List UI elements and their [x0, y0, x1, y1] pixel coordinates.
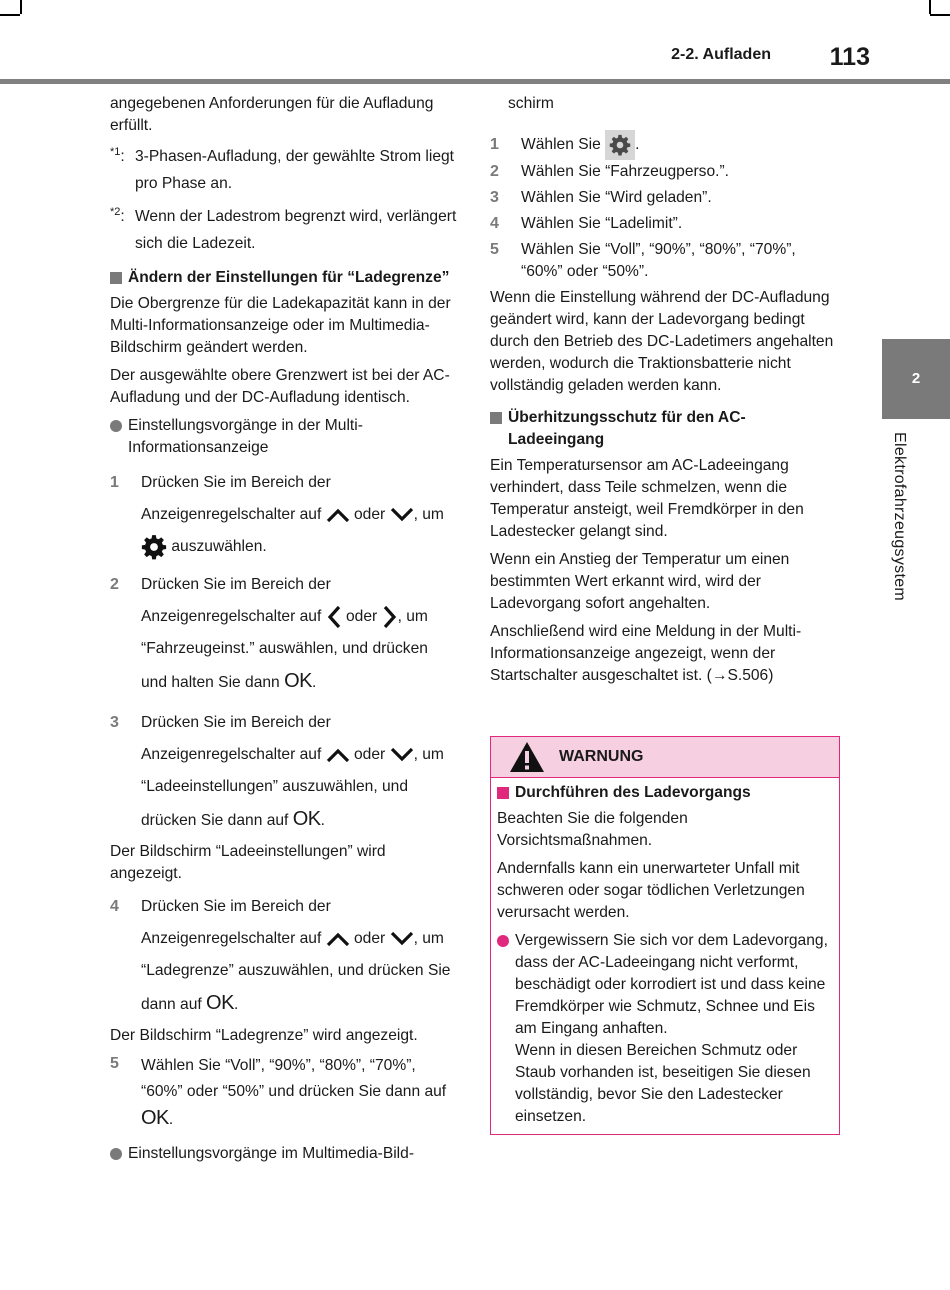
- chevron-down-icon: [390, 507, 414, 523]
- section-heading: Überhitzungsschutz für den AC-Ladeeingang: [490, 407, 840, 451]
- gear-icon: [141, 534, 167, 560]
- step-item: 3 Drücken Sie im Bereich der Anzeigenregelschalter auf oder , um “Ladeeinstellungen” auszuwählen, und drücken Sie dann auf OK.: [110, 714, 444, 830]
- warning-box: [490, 736, 840, 1135]
- footnote: $^{*2}$: Wenn der Ladestrom begrenzt wird, verlängert sich die Ladezeit.: [110, 205, 457, 252]
- chapter-label: Elektrofahrzeugsystem: [891, 432, 908, 602]
- warning-heading: Durchführen des Ladevorgangs: [497, 782, 833, 804]
- bullet-item: Einstellungsvorgänge im Multimedia-Bild-: [110, 1143, 458, 1165]
- bullet-item: Einstellungsvorgänge in der Multi-Informationsanzeige: [110, 415, 458, 459]
- paragraph: Wenn ein Anstieg der Temperatur um einen bestimmten Wert erkannt wird, wird der Ladevorgang sofort angehalten.: [490, 551, 790, 612]
- ok-button-icon: OK: [206, 992, 234, 1014]
- square-bullet-icon: [490, 412, 502, 424]
- step-item: 1 Wählen Sie .: [490, 129, 840, 161]
- chevron-down-icon: [390, 931, 414, 947]
- continued-text: schirm: [508, 95, 554, 112]
- step-item: 3 Wählen Sie “Wird geladen”.: [490, 189, 712, 206]
- paragraph: Andernfalls kann ein unerwarteter Unfall mit schweren oder sogar tödlichen Verletzungen verursacht werden.: [497, 860, 805, 921]
- step-item: 4 Wählen Sie “Ladelimit”.: [490, 215, 683, 232]
- section-title: 2-2. Aufladen: [671, 46, 771, 63]
- paragraph: Der ausgewählte obere Grenzwert ist bei der AC-Aufladung und der DC-Aufladung identisch.: [110, 367, 450, 406]
- chapter-tab[interactable]: [882, 339, 950, 419]
- section-heading: Ändern der Einstellungen für “Ladegrenze”: [110, 267, 458, 289]
- step-item: 4 Drücken Sie im Bereich der Anzeigenregelschalter auf oder , um “Ladegrenze” auszuwählen, und drücken Sie dann auf OK.: [110, 898, 451, 1014]
- crop-mark: [0, 14, 20, 16]
- crop-mark: [20, 0, 22, 14]
- left-column: [110, 93, 458, 1173]
- chevron-up-icon: [326, 507, 350, 523]
- round-bullet-icon: [110, 420, 122, 432]
- square-bullet-icon: [497, 787, 509, 799]
- intro-text: angegebenen Anforderungen für die Aufladung erfüllt.: [110, 95, 434, 134]
- bullet-item: Vergewissern Sie sich vor dem Ladevorgang, dass der AC-Ladeeingang nicht verformt, beschädigt oder korrodiert ist und dass keine Fremdkörper wie Schmutz, Schnee und Eis am Eingang anhaften. Wenn in diesen Bereichen Schmutz oder Staub vorhanden ist, beseitigen Sie diesen vollständig, bevor Sie den Ladestecker einsetzen.: [497, 930, 833, 1128]
- paragraph: Anschließend wird eine Meldung in der Multi-Informationsanzeige angezeigt, wenn der Startschalter ausgeschaltet ist. (→S.506): [490, 623, 802, 684]
- square-bullet-icon: [110, 272, 122, 284]
- chevron-up-icon: [326, 931, 350, 947]
- crop-mark: [930, 14, 950, 16]
- round-bullet-icon: [497, 935, 509, 947]
- screen-note: Der Bildschirm “Ladegrenze” wird angezeigt.: [110, 1027, 418, 1044]
- warning-body: [491, 778, 839, 1134]
- step-item: 2 Drücken Sie im Bereich der Anzeigenregelschalter auf oder , um “Fahrzeugeinst.” auswählen, und drücken und halten Sie dann OK.: [110, 576, 428, 692]
- warning-header: [491, 737, 839, 778]
- chevron-down-icon: [390, 747, 414, 763]
- ok-button-icon: OK: [284, 670, 312, 692]
- right-column: [490, 93, 840, 693]
- paragraph: Wenn die Einstellung während der DC-Aufladung geändert wird, kann der Ladevorgang bedingt durch den Betrieb des DC-Ladetimers angehalten werden, wodurch die Traktionsbatterie nicht vollständig geladen werden kann.: [490, 289, 834, 394]
- step-item: 1 Drücken Sie im Bereich der Anzeigenregelschalter auf oder , um auszuwählen.: [110, 467, 458, 563]
- round-bullet-icon: [110, 1148, 122, 1160]
- step-item: 2 Wählen Sie “Fahrzeugperso.”.: [490, 163, 730, 180]
- crop-mark: [929, 0, 931, 14]
- chevron-left-icon: [326, 605, 342, 629]
- paragraph: Die Obergrenze für die Ladekapazität kann in der Multi-Informationsanzeige oder im Multimedia-Bildschirm geändert werden.: [110, 295, 451, 356]
- chevron-right-icon: [382, 605, 398, 629]
- screen-note: Der Bildschirm “Ladeeinstellungen” wird angezeigt.: [110, 843, 386, 882]
- paragraph: Beachten Sie die folgenden Vorsichtsmaßnahmen.: [497, 810, 688, 849]
- footnote: $^{*1}$: 3-Phasen-Aufladung, der gewählte Strom liegt pro Phase an.: [110, 145, 454, 192]
- step-item: 5 Wählen Sie “Voll”, “90%”, “80%”, “70%”, “60%” oder “50%”.: [490, 241, 796, 280]
- warning-triangle-icon: [509, 741, 545, 773]
- settings-gear-icon: [605, 130, 635, 160]
- ok-button-icon: OK: [292, 808, 321, 830]
- ok-button-icon: OK: [141, 1107, 169, 1129]
- step-item: 5 Wählen Sie “Voll”, “90%”, “80%”, “70%”, “60%” oder “50%” und drücken Sie dann auf OK.: [110, 1055, 447, 1129]
- warning-label: WARNUNG: [559, 748, 644, 765]
- header-rule: [0, 79, 950, 84]
- paragraph: Ein Temperatursensor am AC-Ladeeingang verhindert, dass Teile schmelzen, wenn die Temperatur ansteigt, weil Fremdkörper in den Ladestecker gelangt sind.: [490, 457, 804, 540]
- chevron-up-icon: [326, 747, 350, 763]
- chapter-number: 2: [911, 370, 921, 387]
- page-number: 113: [829, 43, 870, 71]
